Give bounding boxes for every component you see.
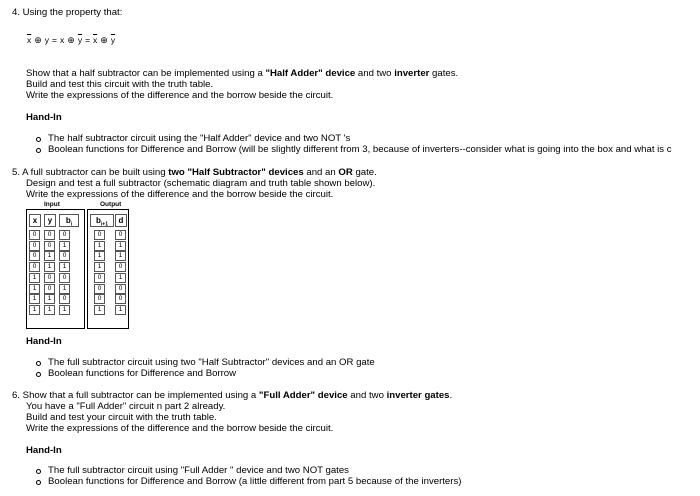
bullet-icon — [36, 148, 41, 153]
q5-instruction-1: 5. A full subtractor can be built using two "Half Subtractor" devices and an OR gate. — [12, 167, 377, 178]
table-cell: 0 — [115, 284, 126, 294]
bullet-icon — [36, 372, 41, 377]
bullet-icon — [36, 137, 41, 142]
table-cell: 0 — [94, 294, 105, 304]
table-cell: 1 — [115, 251, 126, 261]
table-cell: 1 — [59, 262, 70, 272]
table-cell: 0 — [29, 230, 40, 240]
table-cell: 1 — [94, 241, 105, 251]
table-cell: 1 — [29, 273, 40, 283]
output-label: Output — [100, 201, 122, 208]
q6-instruction-4: Write the expressions of the difference and the borrow beside the circuit. — [26, 423, 334, 434]
q5-handin-item-1: The full subtractor circuit using two "Half Subtractor" devices and an OR gate — [48, 357, 375, 368]
table-cell: 1 — [59, 284, 70, 294]
table-cell: 0 — [29, 251, 40, 261]
table-cell: 1 — [44, 305, 55, 315]
q6-handin-item-1: The full subtractor circuit using "Full Adder " device and two NOT gates — [48, 465, 349, 476]
table-cell: 1 — [94, 262, 105, 272]
formula-term: x — [60, 35, 65, 45]
q6-instruction-1: 6. Show that a full subtractor can be implemented using a "Full Adder" device and two inverter gates. — [12, 390, 453, 401]
q5-handin-item-2: Boolean functions for Difference and Borrow — [48, 368, 237, 379]
q6-instruction-3: Build and test your circuit with the truth table. — [26, 412, 217, 423]
table-cell: 0 — [44, 241, 55, 251]
table-cell: 0 — [29, 241, 40, 251]
formula-op: ⊕ — [100, 35, 108, 45]
table-cell: 1 — [115, 241, 126, 251]
table-cell: 1 — [59, 305, 70, 315]
table-cell: 0 — [94, 273, 105, 283]
formula-term: x — [93, 35, 98, 45]
table-cell: 1 — [29, 294, 40, 304]
table-cell: 1 — [44, 294, 55, 304]
table-cell: 0 — [44, 230, 55, 240]
table-cell: 0 — [59, 294, 70, 304]
formula-eq: = — [52, 35, 58, 45]
q4-instruction-3: Write the expressions of the difference and the borrow beside the circuit. — [26, 90, 334, 101]
table-cell: 0 — [59, 230, 70, 240]
table-cell: 1 — [29, 284, 40, 294]
table-cell: 1 — [59, 241, 70, 251]
header-x: x — [29, 214, 41, 227]
table-cell: 0 — [59, 251, 70, 261]
table-cell: 1 — [115, 305, 126, 315]
q4-title: 4. Using the property that: — [12, 7, 123, 18]
header-bi: $b_i$ — [59, 214, 79, 227]
formula-term: y — [44, 35, 50, 45]
xor-property-formula — [27, 35, 121, 46]
bullet-icon — [36, 361, 41, 366]
table-cell: 0 — [44, 273, 55, 283]
formula-term: $\overline{x}$ — [27, 35, 32, 45]
table-cell: 0 — [94, 230, 105, 240]
q6-handin-heading: Hand-In — [26, 445, 62, 456]
q4-handin-heading: Hand-In — [26, 112, 62, 123]
q5-instruction-3: Write the expressions of the difference and the borrow beside the circuit. — [26, 189, 334, 200]
header-y: y — [44, 214, 56, 227]
q5-handin-heading: Hand-In — [26, 336, 62, 347]
q6-handin-item-2: Boolean functions for Difference and Borrow (a little different from part 5 because of the inverters) — [48, 476, 462, 487]
table-cell: 0 — [115, 262, 126, 272]
table-cell: 0 — [59, 273, 70, 283]
formula-term: $\overline{y}$ — [77, 35, 83, 45]
formula-op: ⊕ — [67, 35, 75, 45]
table-cell: 1 — [94, 305, 105, 315]
table-cell: 0 — [115, 230, 126, 240]
q6-instruction-2: You have a "Full Adder" circuit n part 2 already. — [26, 401, 226, 412]
table-cell: 1 — [115, 273, 126, 283]
table-cell: 1 — [29, 305, 40, 315]
bullet-icon — [36, 469, 41, 474]
q5-instruction-2: Design and test a full subtractor (schematic diagram and truth table shown below). — [26, 178, 376, 189]
formula-term: y — [110, 35, 116, 45]
formula-eq: = — [85, 35, 91, 45]
table-cell: 0 — [94, 284, 105, 294]
table-cell: 0 — [29, 262, 40, 272]
bullet-icon — [36, 480, 41, 485]
table-cell: 1 — [94, 251, 105, 261]
header-d: d — [115, 214, 127, 227]
q4-instruction-2: Build and test this circuit with the truth table. — [26, 79, 214, 90]
table-cell: 0 — [115, 294, 126, 304]
q4-instruction-1: Show that a half subtractor can be implemented using a "Half Adder" device and two inverter gates. — [26, 68, 459, 79]
input-label: Input — [44, 201, 60, 208]
table-cell: 1 — [44, 262, 55, 272]
formula-op: ⊕ — [34, 35, 42, 45]
table-cell: 0 — [44, 284, 55, 294]
q4-handin-item-2: Boolean functions for Difference and Borrow (will be slightly different from 3, because of inverters--consider what is going into the box and what is c — [48, 144, 672, 155]
header-bi1: $b_{i+1}$ — [90, 214, 114, 227]
q4-handin-item-1: The half subtractor circuit using the "Half Adder" device and two NOT 's — [48, 133, 351, 144]
table-cell: 1 — [44, 251, 55, 261]
